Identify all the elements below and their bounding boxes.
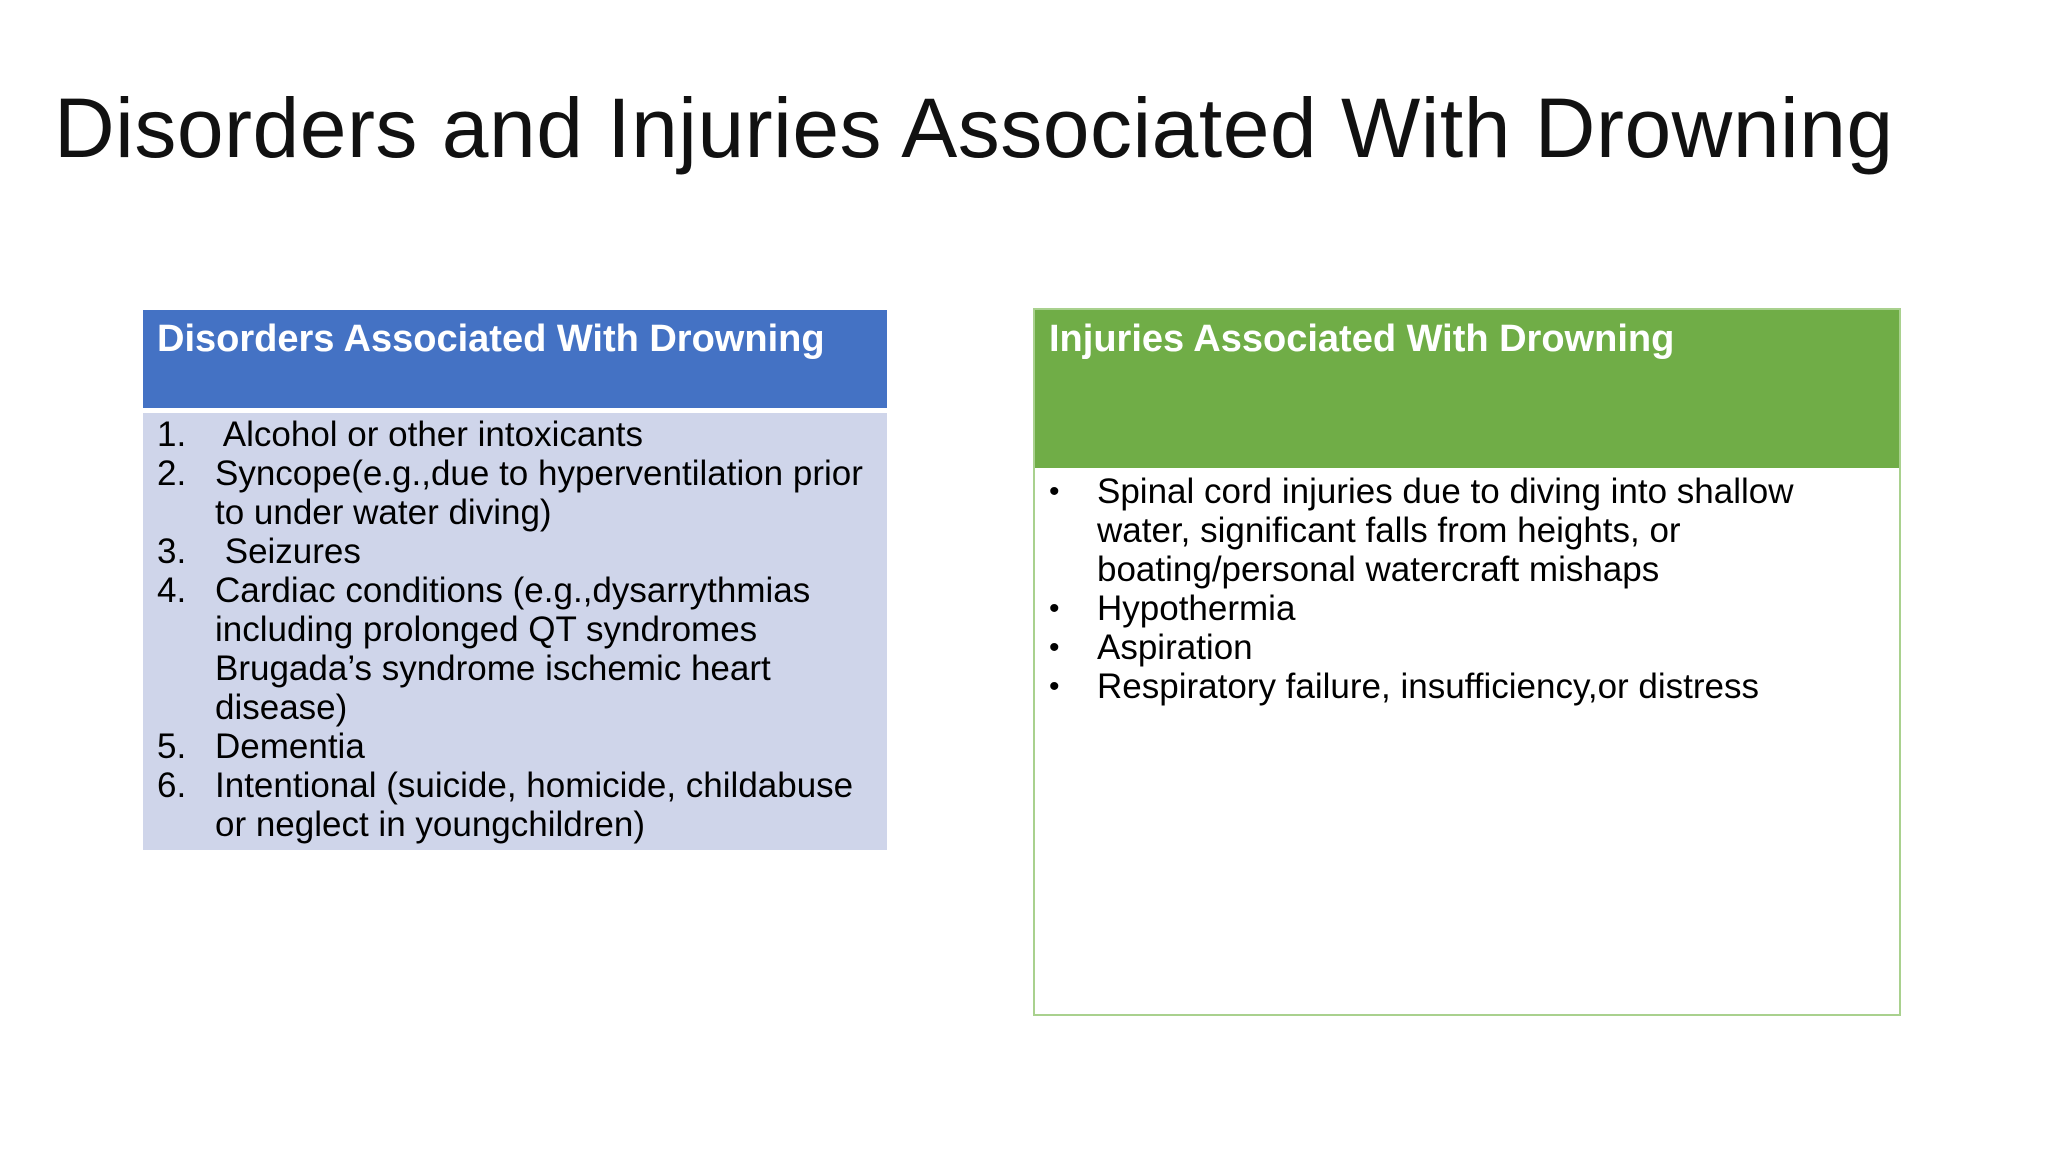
list-item <box>1049 667 1885 706</box>
bullet-icon: • <box>1049 631 1060 664</box>
list-item-number: 1. <box>157 415 187 454</box>
injuries-box <box>1033 308 1901 1016</box>
disorders-header: Disorders Associated With Drowning <box>143 310 887 408</box>
list-item <box>1049 589 1885 628</box>
list-item-text: Spinal cord injuries due to diving into shallow water, significant falls from heights, or boating/personal watercraft mishaps <box>1097 472 1794 589</box>
list-item-text: Alcohol or other intoxicants <box>215 415 644 454</box>
bullet-icon: • <box>1049 592 1060 625</box>
slide-title: Disorders and Injuries Associated With Drowning <box>54 81 1894 175</box>
list-item <box>1049 472 1885 589</box>
list-item-number: 6. <box>157 766 187 805</box>
list-item-number: 2. <box>157 454 187 493</box>
injuries-header: Injuries Associated With Drowning <box>1035 310 1899 468</box>
list-item-text: Syncope(e.g.,due to hyperventilation prior to under water diving) <box>215 454 863 532</box>
list-item-text: Intentional (suicide, homicide, childabuse or neglect in youngchildren) <box>215 766 854 844</box>
list-item <box>157 415 873 454</box>
bullet-icon: • <box>1049 475 1060 508</box>
injuries-body <box>1035 468 1899 706</box>
list-item-number: 5. <box>157 727 187 766</box>
list-item-text: Seizures <box>215 532 361 571</box>
list-item-text: Hypothermia <box>1097 589 1296 628</box>
list-item-text: Dementia <box>215 727 365 766</box>
list-item-text: Cardiac conditions (e.g.,dysarrythmias including prolonged QT syndromes Brugada’s syndrome ischemic heart disease) <box>215 571 811 727</box>
disorders-box <box>143 310 887 850</box>
injuries-list <box>1049 472 1885 706</box>
list-item <box>157 571 873 727</box>
list-item <box>157 766 873 844</box>
disorders-list <box>157 415 873 844</box>
list-item-text: Respiratory failure, insufficiency,or distress <box>1097 667 1760 706</box>
list-item-number: 3. <box>157 532 187 571</box>
list-item <box>157 727 873 766</box>
list-item-text: Aspiration <box>1097 628 1253 667</box>
list-item-number: 4. <box>157 571 187 610</box>
list-item <box>157 454 873 532</box>
list-item <box>1049 628 1885 667</box>
bullet-icon: • <box>1049 670 1060 703</box>
disorders-body <box>143 413 887 850</box>
list-item <box>157 532 873 571</box>
